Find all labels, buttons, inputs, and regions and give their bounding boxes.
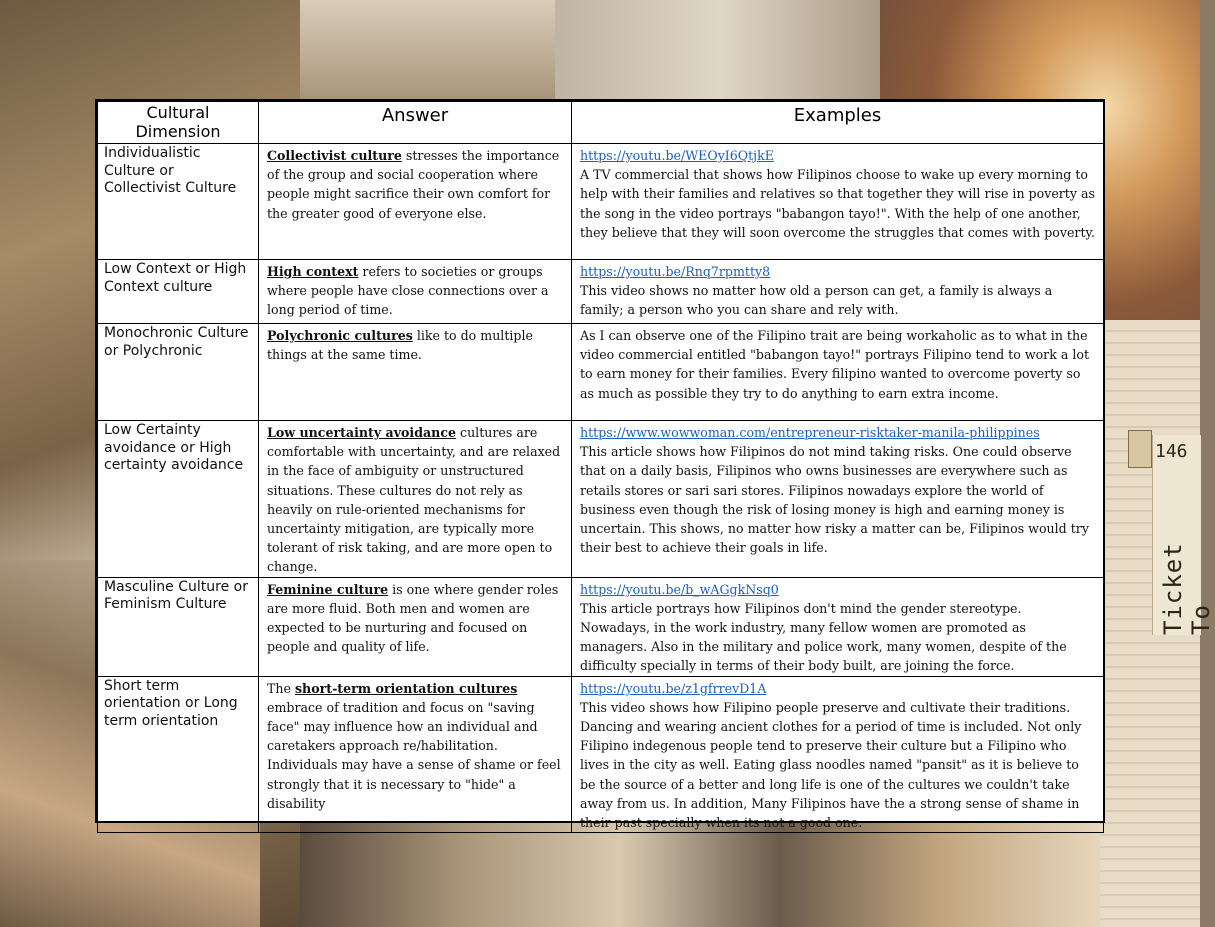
cultural-dimension-table-sheet — [95, 99, 1105, 831]
answer-text: cultures are comfortable with uncertainty, and are relaxed in the face of ambiguity or unstructured situations. These cultures do not rely as heavily on rule-oriented mechanisms for uncertainty mitigation, are typically more tolerant of risk taking, and are more open to change. — [267, 425, 561, 575]
answer-term: Low uncertainty avoidance — [267, 425, 457, 440]
example-text: This article shows how Filipinos do not mind taking risks. One could observe that on a daily basis, Filipinos who owns businesses are everywhere such as retails stores or sari sari stores. Filipinos nowadays explore the world of business even though the risk of losing money is high and earning money is uncertain. This shows, no matter how risky a matter can be, Filipinos would try their best to achieve their goals in life. — [580, 444, 1089, 556]
example-text: This video shows no matter how old a person can get, a family is always a family; a person who you can share and rely with. — [580, 283, 1053, 318]
dimension-cell: Low Certainty avoidance or High certainty avoidance — [98, 421, 259, 578]
answer-cell — [259, 144, 572, 260]
table-row — [98, 144, 1104, 260]
answer-text: refers to societies or groups where people have close connections over a long period of time. — [267, 264, 549, 318]
answer-text: stresses the importance of the group and social cooperation where people might sacrifice their own comfort for the greater good of everyone else. — [267, 148, 560, 221]
header-answer: Answer — [259, 102, 572, 144]
answer-term: short-term orientation cultures — [294, 680, 518, 696]
example-cell — [572, 144, 1104, 260]
example-cell — [572, 421, 1104, 578]
collage-photo-bottom — [300, 820, 1100, 927]
answer-cell — [259, 324, 572, 421]
table-header-row — [98, 102, 1104, 144]
example-link[interactable]: https://youtu.be/b_wAGgkNsq0 — [580, 581, 779, 597]
answer-cell — [259, 260, 572, 324]
answer-term: Collectivist culture — [267, 148, 402, 163]
example-text: A TV commercial that shows how Filipinos choose to wake up every morning to help with their families and relatives so that together they will rise in poverty as the song in the video portrays "babangon tayo!". With the help of one another, they believe that they will soon overcome the struggles that comes with poverty. — [580, 167, 1095, 240]
example-text: As I can observe one of the Filipino trait are being workaholic as to what in the video commercial entitled "babangon tayo!" portrays Filipino tend to work a lot to earn money for their families. Every filipino wanted to overcome poverty so as much as possible they try to do anything to earn extra income. — [580, 328, 1090, 401]
table-row — [98, 676, 1104, 833]
dimension-cell: Masculine Culture or Feminism Culture — [98, 577, 259, 676]
header-cultural-dimension: Cultural Dimension — [98, 102, 259, 144]
answer-cell — [259, 676, 572, 833]
table-row — [98, 421, 1104, 578]
answer-cell — [259, 421, 572, 578]
example-text: This article portrays how Filipinos don't mind the gender stereotype. Nowadays, in the work industry, many fellow women are promoted as managers. Also in the military and police work, many women, despite of the difficulty specially in terms of their body built, are joining the force. — [580, 600, 1067, 674]
header-examples: Examples — [572, 102, 1104, 144]
answer-term: Polychronic cultures — [267, 328, 413, 343]
example-cell — [572, 676, 1104, 833]
dimension-cell: Monochronic Culture or Polychronic — [98, 324, 259, 421]
answer-text: is one where gender roles are more fluid. Both men and women are expected to be nurturing and focused on people and quality of life. — [267, 581, 559, 655]
table-row — [98, 324, 1104, 421]
dimension-cell: Low Context or High Context culture — [98, 260, 259, 324]
example-cell — [572, 260, 1104, 324]
ticket-number: 146 — [1155, 441, 1188, 462]
example-link[interactable]: https://youtu.be/Rnq7rpmtty8 — [580, 264, 771, 279]
dimension-cell: Individualistic Culture or Collectivist Culture — [98, 144, 259, 260]
example-text: This video shows how Filipino people preserve and cultivate their traditions. Dancing and wearing ancient clothes for a period of time is included. Not only Filipino indegenous people tend to preserve their culture but a Filipino who lives in the city as well. Eating glass noodles named "pansit" as it is believe to be the source of a better and long life is one of the cultures we couldn't take away from us. In addition, Many Filipinos have the a strong sense of shame in their past specially when its not a good one. — [580, 699, 1082, 831]
answer-prefix: The — [267, 680, 295, 696]
table-row — [98, 577, 1104, 676]
stamp-decoration — [1128, 430, 1152, 468]
answer-text: like to do multiple things at the same time. — [267, 328, 533, 363]
answer-text: embrace of tradition and focus on "saving face" may influence how an individual and caretakers approach re/habilitation. Individuals may have a sense of shame or feel strongly that it is necessary to "hide" a disability — [267, 699, 561, 811]
example-link[interactable]: https://www.wowwoman.com/entrepreneur-risktaker-manila-philippines — [580, 425, 1040, 440]
cultural-dimension-table — [97, 101, 1104, 833]
example-cell — [572, 324, 1104, 421]
answer-cell — [259, 577, 572, 676]
ticket-text: Ticket To — [1159, 542, 1215, 635]
table-row — [98, 260, 1104, 324]
dimension-cell: Short term orientation or Long term orientation — [98, 676, 259, 833]
example-link[interactable]: https://youtu.be/WEOyI6QtjkE — [580, 148, 774, 163]
answer-term: Feminine culture — [267, 581, 389, 597]
answer-term: High context — [267, 264, 359, 279]
example-cell — [572, 577, 1104, 676]
ticket-decoration — [1152, 435, 1215, 635]
example-link[interactable]: https://youtu.be/z1gfrrevD1A — [580, 680, 767, 696]
